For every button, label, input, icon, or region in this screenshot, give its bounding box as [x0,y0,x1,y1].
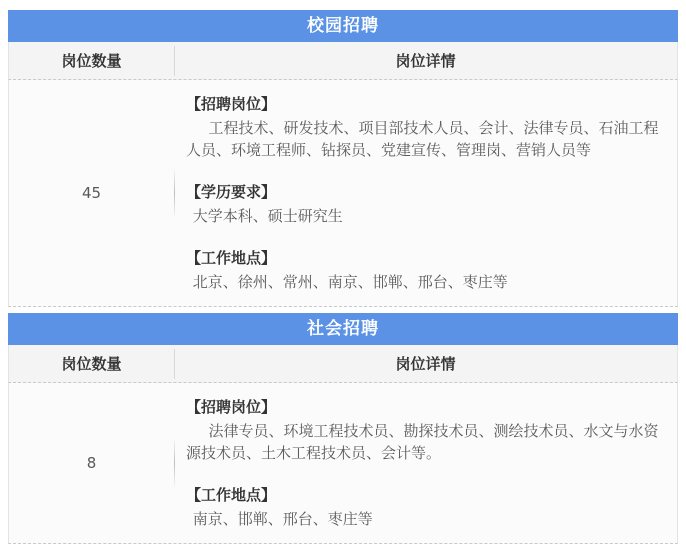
campus-content-row [8,80,678,307]
column-divider [174,349,175,379]
social-section-location-body: 南京、邯郸、邢台、枣庄等 [192,510,373,528]
social-column-header-count: 岗位数量 [61,355,122,373]
campus-table-title: 校园招聘 [307,16,379,36]
social-section-positions-heading: 【招聘岗位】 [186,398,277,416]
campus-section-education-body: 大学本科、硕士研究生 [192,207,343,225]
campus-position-count: 45 [81,184,102,202]
campus-section-positions-body: 工程技术、研发技术、项目部技术人员、会计、法律专员、石油工程人员、环境工程师、钻探员、党建宣传、管理岗、营销人员等 [186,119,659,159]
social-recruitment-table [8,313,678,544]
social-table-title-bar [8,313,678,345]
social-position-count: 8 [86,454,97,472]
campus-section-location-body: 北京、徐州、常州、南京、邯郸、邢台、枣庄等 [192,273,508,291]
campus-section-positions-heading: 【招聘岗位】 [186,95,277,113]
campus-table-title-bar [8,10,678,42]
cell-divider [174,167,175,219]
campus-section-education-heading: 【学历要求】 [186,183,277,201]
social-details-cell [174,383,677,543]
cell-divider [174,437,175,489]
campus-details-cell [174,80,677,306]
campus-column-header-details: 岗位详情 [395,52,456,70]
social-table-title: 社会招聘 [307,319,379,339]
campus-column-header-count: 岗位数量 [61,52,122,70]
social-header-row [8,345,678,383]
column-divider [174,46,175,76]
campus-section-location-heading: 【工作地点】 [186,249,277,267]
social-section-location-heading: 【工作地点】 [186,486,277,504]
social-section-positions-body: 法律专员、环境工程技术员、勘探技术员、测绘技术员、水文与水资源技术员、土木工程技术员、会计等。 [186,422,659,462]
social-content-row [8,383,678,544]
campus-recruitment-table [8,10,678,307]
social-column-header-details: 岗位详情 [395,355,456,373]
campus-header-row [8,42,678,80]
